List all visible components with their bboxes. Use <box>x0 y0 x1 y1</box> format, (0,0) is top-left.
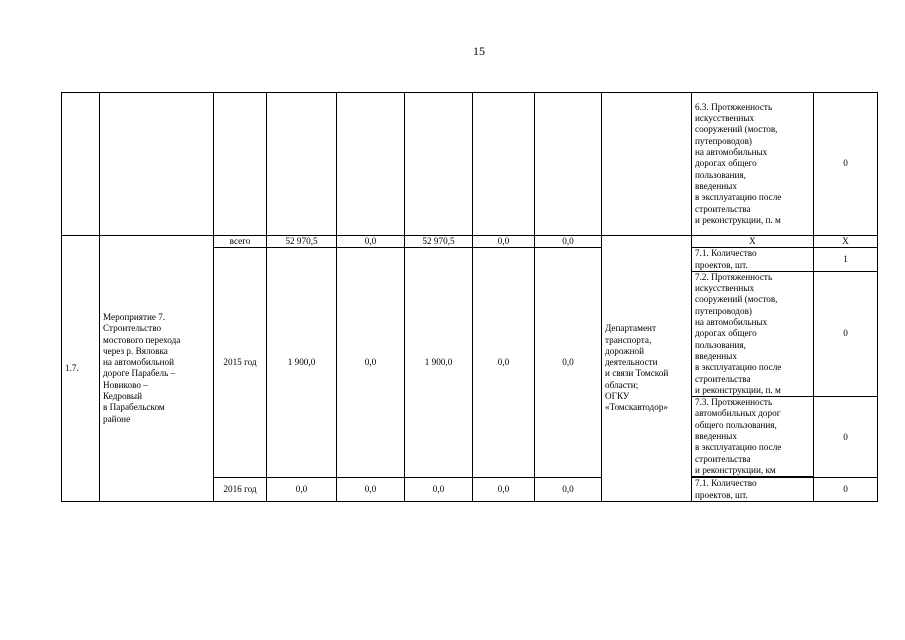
indicator-cell <box>692 271 814 396</box>
program-table <box>61 92 878 502</box>
value-cell: 0,0 <box>337 248 405 478</box>
table-row <box>62 93 878 236</box>
value-cell: 0,0 <box>535 248 602 478</box>
table-row <box>62 236 878 248</box>
executor-text: Департамент транспорта, дорожной деятельности и связи Томской области; ОГКУ «Томскавтодор» <box>605 323 669 413</box>
empty-cell <box>337 93 405 236</box>
indicator-text: 7.2. Протяженность искусственных сооружений (мостов, путепроводов) на автомобильных дорогах общего пользования, введенных в эксплуатацию после строительства и реконструкции, п. м <box>695 271 782 395</box>
total-cell: 52 970,5 <box>267 236 337 248</box>
value-cell: 0,0 <box>337 478 405 502</box>
indicator-value: 1 <box>814 248 878 272</box>
empty-cell <box>473 93 535 236</box>
total-cell: 1 900,0 <box>267 248 337 478</box>
empty-cell <box>214 93 267 236</box>
empty-cell <box>267 93 337 236</box>
period-cell: всего <box>214 236 267 248</box>
period-cell: 2015 год <box>214 248 267 478</box>
indicator-cell: Х <box>692 236 814 248</box>
indicator-text: 7.1. Количество проектов, шт. <box>695 478 757 500</box>
value-cell: 0,0 <box>337 236 405 248</box>
page-number: 15 <box>473 44 485 58</box>
value-cell: 0,0 <box>405 478 473 502</box>
value-cell: 52 970,5 <box>405 236 473 248</box>
indicator-cell <box>692 93 814 236</box>
empty-cell <box>405 93 473 236</box>
value-cell: 0,0 <box>535 478 602 502</box>
value-cell: 1 900,0 <box>405 248 473 478</box>
measure-name-cell <box>100 236 214 502</box>
empty-cell <box>100 93 214 236</box>
indicator-value: 0 <box>814 397 878 478</box>
indicator-value: 0 <box>814 93 878 236</box>
period-cell: 2016 год <box>214 478 267 502</box>
value-cell: 0,0 <box>535 236 602 248</box>
indicator-value: Х <box>814 236 878 248</box>
executor-cell <box>602 236 692 502</box>
empty-cell <box>602 93 692 236</box>
indicator-cell <box>692 397 814 477</box>
value-cell: 0,0 <box>473 478 535 502</box>
indicator-text: 7.3. Протяженность автомобильных дорог общего пользования, введенных в эксплуатацию после строительства и реконструкции, км <box>695 397 782 475</box>
value-cell: 0,0 <box>473 248 535 478</box>
indicator-text: 6.3. Протяженность искусственных сооружений (мостов, путепроводов) на автомобильных дорогах общего пользования, введенных в эксплуатацию после строительства и реконструкции, п. м <box>695 101 782 225</box>
indicator-value: 0 <box>814 478 878 502</box>
empty-cell <box>535 93 602 236</box>
measure-number: 1.7. <box>62 236 100 502</box>
indicator-cell <box>692 248 814 272</box>
indicator-text: 7.1. Количество проектов, шт. <box>695 248 757 270</box>
indicator-value: 0 <box>814 271 878 396</box>
value-cell: 0,0 <box>473 236 535 248</box>
empty-cell <box>62 93 100 236</box>
indicator-cell <box>692 478 814 502</box>
measure-name: Мероприятие 7. Строительство мостового перехода через р. Вяловка на автомобильной дороге Парабель – Новиково – Кедровый в Парабельском районе <box>103 311 181 424</box>
total-cell: 0,0 <box>267 478 337 502</box>
